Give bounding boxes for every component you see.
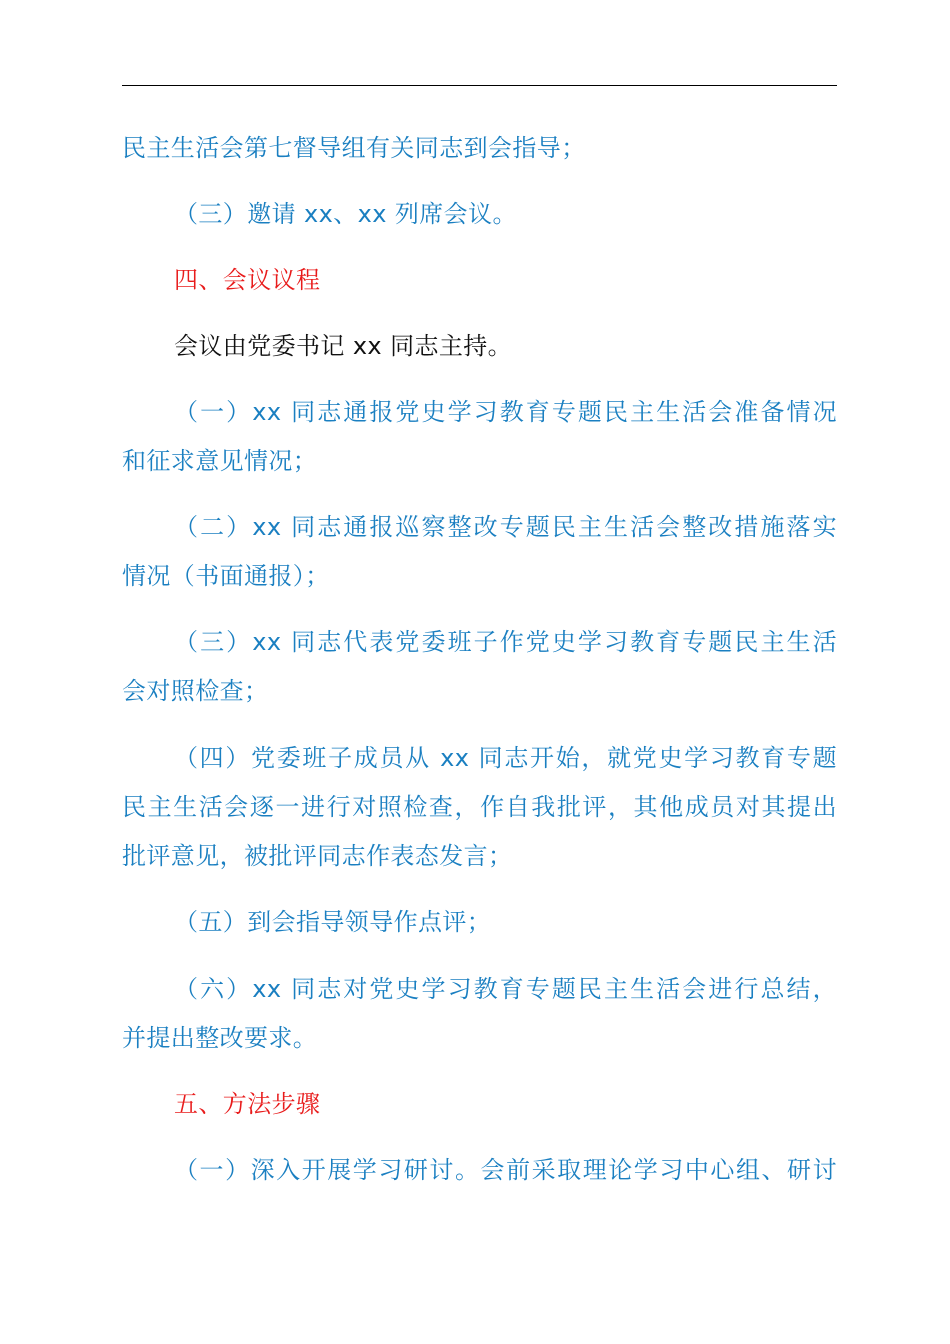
paragraph-line: （一）xx 同志通报党史学习教育专题民主生活会准备情况: [174, 398, 837, 426]
paragraph-line: （二）xx 同志通报巡察整改专题民主生活会整改措施落实: [174, 513, 837, 541]
paragraph-line: 民主生活会逐一进行对照检查，作自我批评，其他成员对其提出: [122, 793, 837, 821]
paragraph-line: 会对照检查；: [122, 677, 269, 705]
paragraph-line: （四）党委班子成员从 xx 同志开始，就党史学习教育专题: [174, 744, 837, 772]
paragraph-line: 会议由党委书记 xx 同志主持。: [174, 332, 513, 360]
paragraph-line: （五）到会指导领导作点评；: [174, 908, 492, 936]
paragraph-line: （三）xx 同志代表党委班子作党史学习教育专题民主生活: [174, 628, 837, 656]
paragraph-line: （六）xx 同志对党史学习教育专题民主生活会进行总结，: [174, 975, 837, 1003]
paragraph-line: 和征求意见情况；: [122, 447, 318, 475]
paragraph-line: （三）邀请 xx、xx 列席会议。: [174, 200, 517, 228]
section-heading: 四、会议议程: [174, 266, 321, 294]
paragraph-line: （一）深入开展学习研讨。会前采取理论学习中心组、研讨: [174, 1156, 837, 1184]
paragraph-line: 情况（书面通报）；: [122, 562, 330, 590]
header-rule: [122, 85, 837, 86]
paragraph-line: 并提出整改要求。: [122, 1024, 318, 1052]
section-heading: 五、方法步骤: [174, 1090, 321, 1118]
paragraph-line: 民主生活会第七督导组有关同志到会指导；: [122, 134, 586, 162]
paragraph-line: 批评意见，被批评同志作表态发言；: [122, 842, 513, 870]
